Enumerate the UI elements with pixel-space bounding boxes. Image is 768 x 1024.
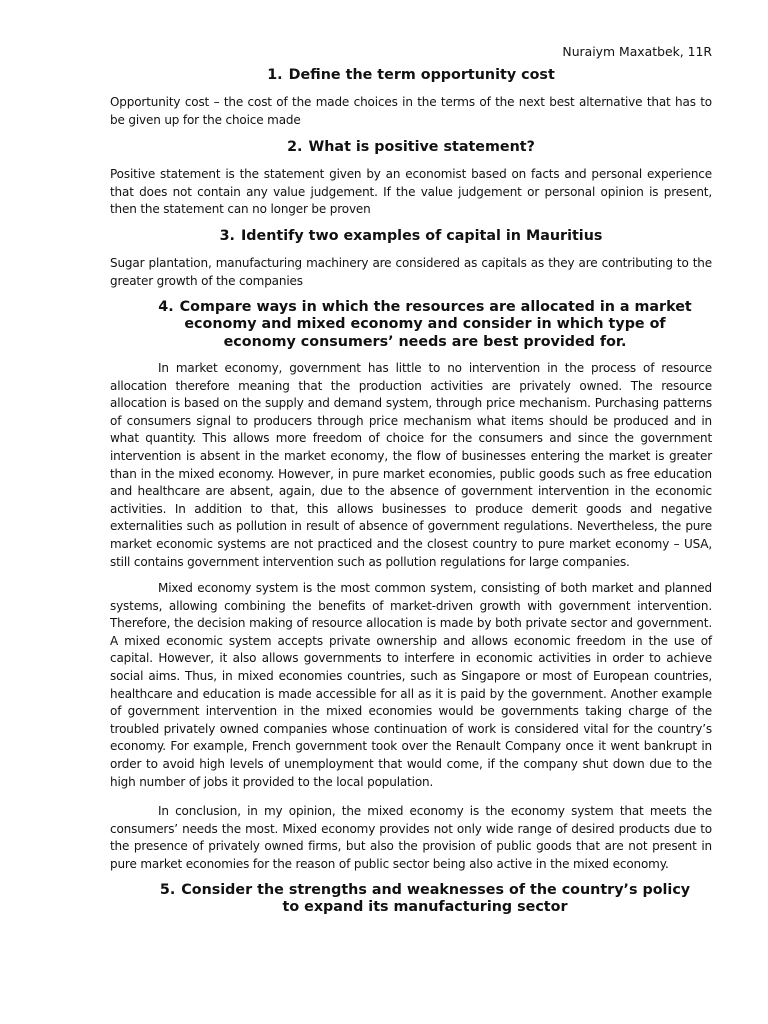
heading-4-number: 4. (158, 299, 174, 315)
heading-3 (110, 228, 712, 245)
paragraph-1-1: Opportunity cost – the cost of the made choices in the terms of the next best alternative that has to be given up for the choice made (110, 95, 712, 127)
heading-1-text: Define the term opportunity cost (288, 67, 555, 83)
heading-2 (110, 139, 712, 156)
heading-4 (150, 299, 700, 351)
heading-2-number: 2. (287, 139, 303, 155)
heading-5-number: 5. (159, 882, 176, 898)
heading-1 (110, 67, 712, 84)
paragraph-4-1: In market economy, government has little to no intervention in the process of resource allocation therefore meaning that the production activities are privately owned. The resource allocation is based on the supply and demand system, through price mechanism. Purchasing patterns of consumers signal to producers through price mechanism what items should be produced and in what quantity. This allows more freedom of choice for the consumers and since the government intervention is absent in the market economy, the flow of businesses entering the market is greater than in the mixed economy. However, in pure market economies, public goods such as free education and healthcare are absent, again, due to the absence of government intervention in the economic activities. In addition to that, this allows businesses to produce demerit goods and negative externalities such as pollution in result of absence of government regulations. Nevertheless, the pure market economic systems are not practiced and the closest country to pure market economy – USA, still contains government intervention such as pollution regulations for large companies. (110, 361, 712, 569)
author-line: Nuraiym Maxatbek, 11R (562, 44, 712, 59)
heading-5 (150, 882, 700, 917)
heading-1-number: 1. (267, 67, 283, 83)
paragraph-4-3: In conclusion, in my opinion, the mixed economy is the economy system that meets the consumers’ needs the most. Mixed economy provides not only wide range of desired products due to the presence of privately owned firms, but also the provision of public goods that are not present in pure market economies for the reason of public sector being also active in the mixed economy. (110, 804, 712, 871)
heading-3-number: 3. (219, 228, 235, 244)
heading-4-text: Compare ways in which the resources are allocated in a market economy and mixed economy and consider in which type of economy consumers’ needs are best provided for. (179, 299, 692, 350)
heading-5-text: Consider the strengths and weaknesses of the country’s policy to expand its manufacturing sector (181, 882, 691, 916)
heading-2-text: What is positive statement? (308, 139, 535, 155)
paragraph-4-2: Mixed economy system is the most common system, consisting of both market and planned systems, allowing combining the benefits of market-driven growth with government intervention. Therefore, the decision making of resource allocation is made by both private sector and government. A mixed economic system accepts private ownership and allows economic freedom in the use of capital. However, it also allows governments to interfere in economic activities in order to achieve social aims. Thus, in mixed economies countries, such as Singapore or most of European countries, healthcare and education is made accessible for all as it is paid by the government. Another example of government intervention in the mixed economies would be governments taking charge of the troubled privately owned companies whose continuation of work is considered vital for the country’s economy. For example, French government took over the Renault Company once it went bankrupt in order to avoid high levels of unemployment that would come, if the company shut down due to the high number of jobs it provided to the local population. (110, 581, 712, 789)
heading-3-text: Identify two examples of capital in Mauritius (240, 228, 603, 244)
paragraph-2-1: Positive statement is the statement given by an economist based on facts and personal experience that does not contain any value judgement. If the value judgement or personal opinion is present, then the statement can no longer be proven (110, 167, 712, 217)
paragraph-3-1: Sugar plantation, manufacturing machinery are considered as capitals as they are contributing to the greater growth of the companies (110, 256, 712, 288)
